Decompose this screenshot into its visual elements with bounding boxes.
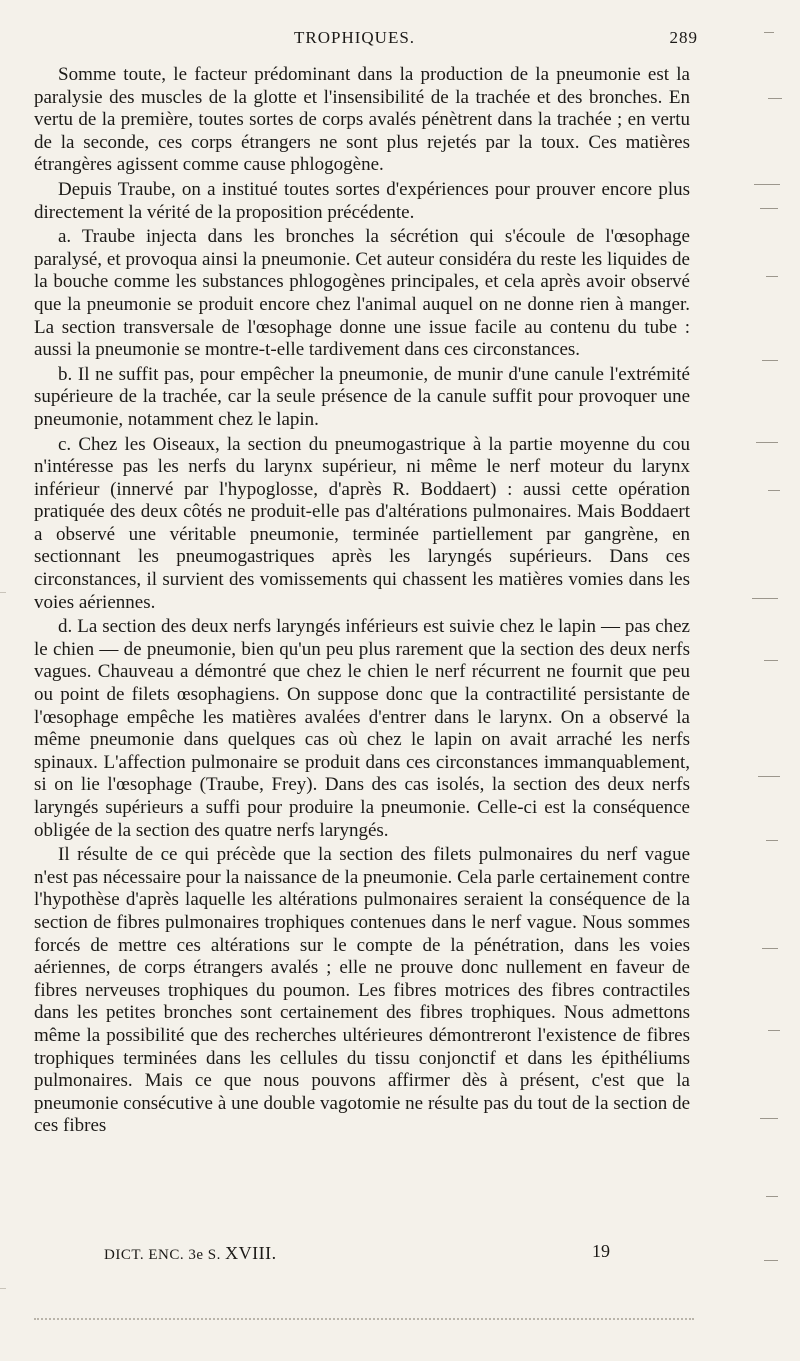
margin-mark — [764, 660, 778, 661]
margin-mark — [758, 776, 780, 777]
margin-mark — [762, 948, 778, 949]
running-title: TROPHIQUES. — [294, 28, 416, 47]
paragraph-conclusion: Il résulte de ce qui précède que la section des filets pulmonaires du nerf vague n'est pas nécessaire pour la naissance de la pneumonie. Cela parle certainement contre l'hypothèse d'après laquelle les altérations pulmonaires seraient la conséquence de la section de fibres pulmonaires trophiques contenues dans le nerf vague. Nous sommes forcés de mettre ces altérations sur le compte de la pénétration, dans les voies aériennes, de corps étrangers avalés ; elle ne prouve donc nullement en faveur de fibres nerveuses trophiques du poumon. Les fibres motrices des fibres contractiles dans les petites bronches sont certainement des fibres trophiques. Nous admettons même la possibilité que des recherches ultérieures démontreront l'existence de fibres trophiques terminées dans les cellules du tissu conjonctif et dans les épithéliums pulmonaires. Mais ce que nous pouvons affirmer dès à présent, c'est que la pneumonie consécutive à une double vagotomie ne résulte pas du tout de la section de ces fibres — [34, 844, 690, 1137]
fold-mark — [0, 592, 6, 593]
margin-mark — [764, 32, 774, 33]
bottom-dotted-rule — [34, 1318, 694, 1322]
paragraph-a: a. Traube injecta dans les bronches la sécrétion qui s'écoule de l'œsophage paralysé, et provoqua ainsi la pneumonie. Cet auteur considéra du reste les liquides de la bouche comme les substances phlogogènes principales, et cela après avoir observé que la pneumonie se produit encore chez l'animal auquel on ne donne rien à manger. La section transversale de l'œsophage donne une issue facile au contenu du tube : aussi la pneumonie se montre-t-elle tardivement dans ces circonstances. — [34, 226, 690, 361]
margin-mark — [760, 1118, 778, 1119]
margin-mark — [768, 1030, 780, 1031]
sheet-number: 19 — [592, 1241, 610, 1261]
margin-scan-marks — [738, 20, 786, 1320]
margin-mark — [762, 360, 778, 361]
paragraph-c: c. Chez les Oiseaux, la section du pneumogastrique à la partie moyenne du cou n'intéresse pas les nerfs du larynx supérieur, ni même le nerf moteur du larynx inférieur (innervé par l'hypoglosse, d'après R. Boddaert) : aussi cette opération pratiquée des deux côtés ne produit-elle pas d'altérations pulmonaires. Mais Boddaert a observé une véritable pneumonie, terminée partiellement par gangrène, en sectionnant les pneumogastriques après les laryngés supérieurs. Dans ces circonstances, il survient des vomissements qui chassent les matières vomies dans les voies aériennes. — [34, 433, 690, 613]
signature-volume: XVIII. — [225, 1243, 277, 1263]
paragraph-traube-intro: Depuis Traube, on a institué toutes sortes d'expériences pour prouver encore plus directement la vérité de la proposition précédente. — [34, 178, 690, 223]
margin-mark — [766, 1196, 778, 1197]
margin-mark — [754, 184, 780, 185]
margin-mark — [764, 1260, 778, 1261]
page — [34, 28, 698, 1138]
margin-mark — [768, 98, 782, 99]
margin-mark — [768, 490, 780, 491]
paragraph-d: d. La section des deux nerfs laryngés inférieurs est suivie chez le lapin — pas chez le chien — de pneumonie, bien qu'un peu plus rarement que la section des deux nerfs vagues. Chauveau a démontré que chez le chien le nerf récurrent ne fournit que peu ou point de filets œsophagiens. On suppose donc que la contractilité persistante de l'œsophage empêche les matières avalées d'entrer dans le larynx. On a observé la même pneumonie dans quelques cas où chez le lapin on avait arraché les nerfs spinaux. L'affection pulmonaire se produit dans ces circonstances immanquablement, si on lie l'œsophage (Traube, Frey). Dans des cas isolés, la section des deux nerfs laryngés supérieurs a suffi pour produire la pneumonie. Celle-ci est la conséquence obligée de la section des quatre nerfs laryngés. — [34, 616, 690, 841]
fold-mark — [0, 1288, 6, 1289]
page-footer — [104, 1241, 624, 1265]
paragraph-summary: Somme toute, le facteur prédominant dans la production de la pneumonie est la paralysie des muscles de la glotte et l'insensibilité de la trachée et des bronches. En vertu de la première, toutes sortes de corps avalés pénètrent dans la trachée ; en vertu de la seconde, ces corps étrangers ne sont plus rejetés par la toux. Ces matières étrangères agissent comme cause phlogogène. — [34, 64, 690, 176]
body-text — [34, 64, 690, 1138]
page-number: 289 — [669, 28, 698, 47]
margin-mark — [756, 442, 778, 443]
margin-mark — [766, 840, 778, 841]
printer-signature — [104, 1243, 277, 1264]
running-head — [34, 28, 698, 54]
signature-prefix: DICT. ENC. 3e S. — [104, 1247, 221, 1263]
margin-mark — [766, 276, 778, 277]
margin-mark — [752, 598, 778, 599]
margin-mark — [760, 208, 778, 209]
paragraph-b: b. Il ne suffit pas, pour empêcher la pneumonie, de munir d'une canule l'extrémité supérieure de la trachée, car la seule présence de la canule suffit pour provoquer une pneumonie, notamment chez le lapin. — [34, 363, 690, 430]
